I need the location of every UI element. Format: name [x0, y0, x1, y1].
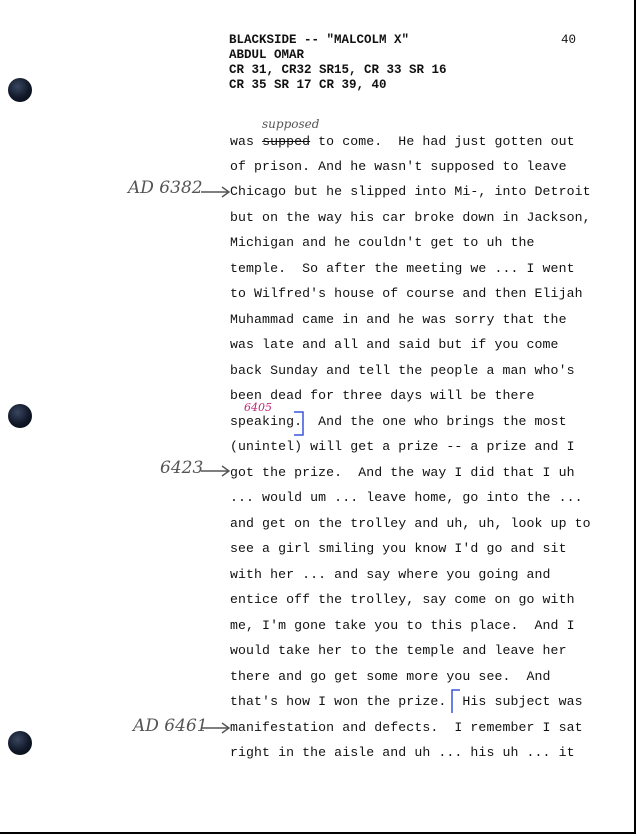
margin-note-ad-6382: AD 6382: [128, 178, 203, 198]
transcript-line-25: right in the aisle and uh ... his uh ... it: [230, 745, 575, 760]
transcript-line-19: entice off the trolley, say come on go with: [230, 592, 575, 607]
transcript-line-11: been dead for three days will be there: [230, 388, 535, 403]
page-number: 40: [561, 33, 577, 47]
transcript-line-13: (unintel) will get a prize -- a prize and I: [230, 439, 575, 454]
arrow-icon: [200, 464, 232, 478]
handwritten-correction: supposed: [262, 117, 320, 131]
struck-word: supped: [262, 134, 311, 149]
arrow-icon: [200, 185, 232, 199]
transcript-line-4: but on the way his car broke down in Jackson,: [230, 210, 591, 225]
arrow-icon: [200, 721, 232, 735]
binder-hole-bottom: [8, 731, 32, 755]
header-interviewee: ABDUL OMAR: [229, 48, 305, 62]
margin-note-ad-6461: AD 6461: [133, 716, 208, 736]
transcript-line-21: would take her to the temple and leave her: [230, 643, 567, 658]
transcript-line-15: ... would um ... leave home, go into the ...: [230, 490, 583, 505]
transcript-line-16: and get on the trolley and uh, uh, look up to: [230, 516, 591, 531]
transcript-line-24: manifestation and defects. I remember I sat: [230, 720, 583, 735]
binder-hole-top: [8, 78, 32, 102]
edit-bracket-icon: [448, 688, 462, 716]
transcript-line-18: with her ... and say where you going and: [230, 567, 551, 582]
transcript-line-7: to Wilfred's house of course and then Elijah: [230, 286, 583, 301]
transcript-line-1: was supped to come. He had just gotten out: [230, 134, 575, 149]
transcript-line-5: Michigan and he couldn't get to uh the: [230, 235, 535, 250]
transcript-line-14: got the prize. And the way I did that I uh: [230, 465, 575, 480]
transcript-line-22: there and go get some more you see. And: [230, 669, 551, 684]
transcript-line-2: of prison. And he wasn't supposed to leave: [230, 159, 567, 174]
binder-hole-middle: [8, 404, 32, 428]
transcript-line-17: see a girl smiling you know I'd go and sit: [230, 541, 567, 556]
edit-bracket-icon: [291, 410, 307, 438]
pink-timecode-note: 6405: [244, 401, 272, 414]
transcript-line-12: speaking. And the one who brings the most: [230, 414, 567, 429]
transcript-line-23: that's how I won the prize. His subject was: [230, 694, 583, 709]
header-title: BLACKSIDE -- "MALCOLM X": [229, 33, 410, 47]
transcript-line-6: temple. So after the meeting we ... I went: [230, 261, 575, 276]
transcript-line-9: was late and all and said but if you come: [230, 337, 559, 352]
transcript-line-8: Muhammad came in and he was sorry that the: [230, 312, 567, 327]
header-roll-info-2: CR 35 SR 17 CR 39, 40: [229, 78, 387, 92]
header-roll-info-1: CR 31, CR32 SR15, CR 33 SR 16: [229, 63, 447, 77]
transcript-line-3: Chicago but he slipped into Mi-, into Detroit: [230, 184, 591, 199]
transcript-line-10: back Sunday and tell the people a man who's: [230, 363, 575, 378]
margin-note-6423: 6423: [160, 458, 204, 478]
transcript-line-20: me, I'm gone take you to this place. And I: [230, 618, 575, 633]
